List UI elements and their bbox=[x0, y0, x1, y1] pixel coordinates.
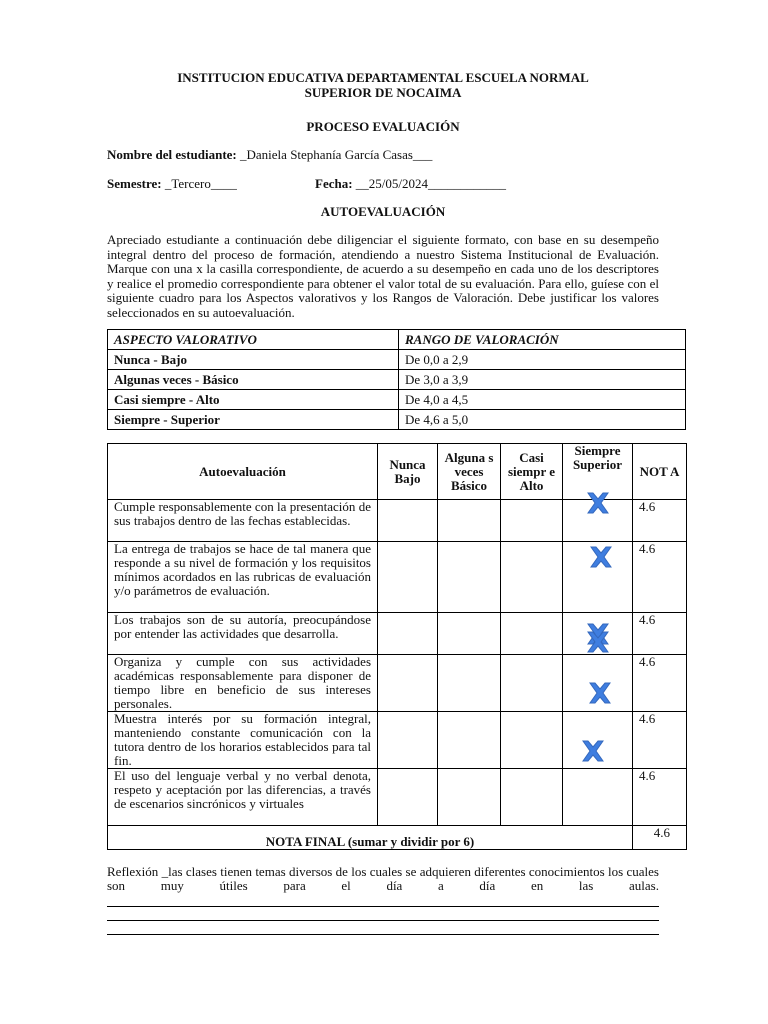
grade-cell: 4.6 bbox=[633, 769, 687, 826]
cell-sometimes[interactable] bbox=[438, 500, 501, 542]
institution-line2: SUPERIOR DE NOCAIMA bbox=[304, 85, 462, 100]
x-mark-icon bbox=[588, 546, 614, 568]
date-field bbox=[315, 176, 506, 191]
student-name-label: Nombre del estudiante: bbox=[107, 147, 237, 162]
scale-aspect: Casi siempre - Alto bbox=[108, 390, 399, 410]
document-page bbox=[107, 70, 680, 935]
criterion-text: Organiza y cumple con sus actividades académicas responsablemente para disponer de tiempo libre en beneficio de sus intereses personales. bbox=[108, 655, 378, 712]
reflection-text: Reflexión _las clases tienen temas diversos de los cuales se adquieren diferentes conocimientos los cuales son muy útiles para el día a día en las aulas. bbox=[107, 864, 659, 893]
self-eval-table bbox=[107, 443, 687, 850]
cell-always[interactable] bbox=[563, 712, 633, 769]
semester-field bbox=[107, 176, 237, 191]
final-grade-value: 4.6 bbox=[633, 826, 687, 850]
scale-table-header bbox=[108, 330, 686, 350]
cell-never[interactable] bbox=[378, 712, 438, 769]
semester-date-row bbox=[107, 176, 659, 191]
cell-sometimes[interactable] bbox=[438, 542, 501, 613]
grade-cell: 4.6 bbox=[633, 500, 687, 542]
self-eval-title: AUTOEVALUACIÓN bbox=[320, 204, 446, 219]
cell-never[interactable] bbox=[378, 542, 438, 613]
header-never: Nunca Bajo bbox=[378, 444, 438, 500]
table-row bbox=[108, 769, 687, 826]
criterion-text: El uso del lenguaje verbal y no verbal denota, respeto y aceptación por las diferencias, a través de escenarios sincrónicos y virtuales bbox=[108, 769, 378, 826]
table-row bbox=[108, 712, 687, 769]
cell-almost[interactable] bbox=[501, 613, 563, 655]
criterion-text: Cumple responsablemente con la presentación de sus trabajos dentro de las fechas establecidas. bbox=[108, 500, 378, 542]
cell-never[interactable] bbox=[378, 769, 438, 826]
header-almost: Casi siempr e Alto bbox=[501, 444, 563, 500]
grade-cell: 4.6 bbox=[633, 655, 687, 712]
header-grade: NOT A bbox=[633, 444, 687, 500]
cell-sometimes[interactable] bbox=[438, 712, 501, 769]
header-always: Siempre Superior bbox=[563, 444, 633, 500]
instructions-paragraph: Apreciado estudiante a continuación debe diligenciar el siguiente formato, con base en su desempeño integral dentro del proceso de formación, atendiendo a nuestro Sistema Institucional de Evaluación. Marque con una x la casilla correspondiente, de acuerdo a su desempeño en cada uno de los descriptores y realice el promedio correspondiente para obtener el valor total de su evaluación. Para ello, guíese con el siguiente cuadro para los Aspectos valorativos y los Rangos de Valoración. Debe justificar los valores seleccionados en su autoevaluación. bbox=[107, 232, 659, 320]
scale-row bbox=[108, 350, 686, 370]
scale-row bbox=[108, 390, 686, 410]
scale-table bbox=[107, 329, 686, 430]
final-grade-row bbox=[108, 826, 687, 850]
cell-always[interactable] bbox=[563, 500, 633, 542]
scale-range: De 4,0 a 4,5 bbox=[399, 390, 686, 410]
scale-range: De 4,6 a 5,0 bbox=[399, 410, 686, 430]
cell-always[interactable] bbox=[563, 655, 633, 712]
scale-row bbox=[108, 410, 686, 430]
scale-range: De 3,0 a 3,9 bbox=[399, 370, 686, 390]
x-mark-icon bbox=[585, 631, 611, 653]
criterion-text: La entrega de trabajos se hace de tal manera que responde a su nivel de formación y los requisitos mínimos acordados en las rubricas de evaluación y/o parámetros de evaluación. bbox=[108, 542, 378, 613]
x-mark-icon bbox=[580, 740, 606, 762]
scale-header-range: RANGO DE VALORACIÓN bbox=[399, 330, 686, 350]
cell-always[interactable] bbox=[563, 613, 633, 655]
date-label: Fecha: bbox=[315, 176, 353, 191]
cell-always[interactable] bbox=[563, 542, 633, 613]
grade-cell: 4.6 bbox=[633, 613, 687, 655]
student-name-field bbox=[107, 147, 659, 162]
institution-line1: INSTITUCION EDUCATIVA DEPARTAMENTAL ESCUELA NORMAL bbox=[177, 70, 589, 85]
cell-sometimes[interactable] bbox=[438, 613, 501, 655]
semester-value: _Tercero____ bbox=[164, 176, 237, 191]
cell-never[interactable] bbox=[378, 500, 438, 542]
cell-almost[interactable] bbox=[501, 655, 563, 712]
x-mark-icon bbox=[587, 682, 613, 704]
table-row bbox=[108, 613, 687, 655]
header-criterion: Autoevaluación bbox=[108, 444, 378, 500]
cell-sometimes[interactable] bbox=[438, 769, 501, 826]
scale-header-aspect: ASPECTO VALORATIVO bbox=[108, 330, 399, 350]
student-name-value: _Daniela Stephanía García Casas___ bbox=[240, 147, 433, 162]
scale-aspect: Siempre - Superior bbox=[108, 410, 399, 430]
reflection-line[interactable] bbox=[107, 921, 659, 935]
final-grade-label: NOTA FINAL (sumar y dividir por 6) bbox=[108, 826, 633, 850]
table-row bbox=[108, 542, 687, 613]
grade-cell: 4.6 bbox=[633, 712, 687, 769]
scale-aspect: Nunca - Bajo bbox=[108, 350, 399, 370]
scale-range: De 0,0 a 2,9 bbox=[399, 350, 686, 370]
scale-row bbox=[108, 370, 686, 390]
cell-sometimes[interactable] bbox=[438, 655, 501, 712]
header-sometimes: Alguna s veces Básico bbox=[438, 444, 501, 500]
criterion-text: Los trabajos son de su autoría, preocupándose por entender las actividades que desarrolla. bbox=[108, 613, 378, 655]
semester-label: Semestre: bbox=[107, 176, 162, 191]
grade-cell: 4.6 bbox=[633, 542, 687, 613]
x-mark-icon bbox=[585, 492, 611, 514]
cell-almost[interactable] bbox=[501, 500, 563, 542]
criterion-text: Muestra interés por su formación integral, manteniendo constante comunicación con la tutora dentro de los horarios establecidos para tal fin. bbox=[108, 712, 378, 769]
cell-always[interactable] bbox=[563, 769, 633, 826]
cell-almost[interactable] bbox=[501, 542, 563, 613]
cell-never[interactable] bbox=[378, 655, 438, 712]
process-title: PROCESO EVALUACIÓN bbox=[306, 119, 460, 134]
table-row bbox=[108, 500, 687, 542]
institution-title bbox=[107, 70, 659, 100]
reflection-line[interactable] bbox=[107, 893, 659, 907]
scale-aspect: Algunas veces - Básico bbox=[108, 370, 399, 390]
date-value: __25/05/2024____________ bbox=[355, 176, 507, 191]
cell-almost[interactable] bbox=[501, 769, 563, 826]
reflection-line[interactable] bbox=[107, 907, 659, 921]
table-row bbox=[108, 655, 687, 712]
cell-never[interactable] bbox=[378, 613, 438, 655]
cell-almost[interactable] bbox=[501, 712, 563, 769]
